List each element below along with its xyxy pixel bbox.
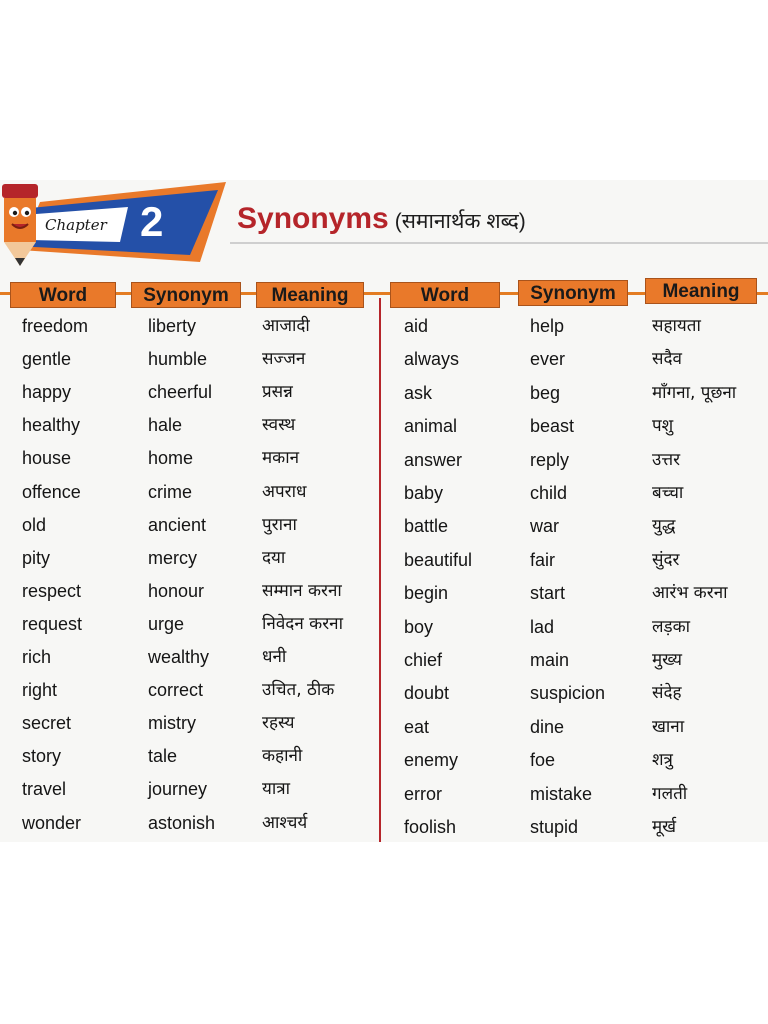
synonym-cell: hale: [148, 415, 183, 436]
word-cell: house: [22, 448, 72, 469]
word-cell: healthy: [22, 415, 81, 436]
word-cell: always: [404, 349, 460, 370]
word-cell: story: [22, 746, 62, 767]
meaning-cell: सदैव: [652, 349, 682, 370]
meaning-cell: माँगना, पूछना: [652, 382, 737, 403]
meaning-cell: पशु: [652, 416, 674, 437]
word-cell: battle: [404, 516, 449, 537]
synonym-cell: humble: [148, 349, 208, 370]
synonym-cell: home: [148, 448, 194, 469]
word-cell: happy: [22, 382, 72, 403]
word-cell: old: [22, 514, 47, 535]
column-header-meaning-left: Meaning: [256, 282, 364, 308]
meaning-cell: सहायता: [652, 316, 701, 336]
meaning-cell: स्वस्थ: [262, 415, 296, 436]
column-header-synonym-left: Synonym: [131, 282, 241, 308]
meaning-cell: यात्रा: [262, 779, 291, 800]
word-cell: freedom: [22, 316, 89, 336]
synonym-cell: main: [530, 650, 570, 670]
synonym-cell: urge: [148, 613, 185, 634]
word-cell: pity: [22, 547, 51, 568]
word-cell: ask: [404, 382, 433, 403]
synonym-cell: start: [530, 583, 566, 604]
table-row: [0, 744, 768, 776]
synonym-cell: crime: [148, 481, 192, 502]
word-cell: foolish: [404, 817, 457, 837]
meaning-cell: आजादी: [262, 316, 310, 336]
synonym-cell: lad: [530, 616, 555, 637]
meaning-cell: सज्जन: [262, 349, 306, 370]
table-row: [0, 510, 768, 542]
word-cell: begin: [404, 583, 449, 604]
table-row: [0, 811, 768, 842]
synonym-cell: liberty: [148, 316, 197, 336]
word-cell: rich: [22, 647, 52, 667]
meaning-cell: सम्मान करना: [262, 580, 342, 601]
meaning-cell: संदेह: [652, 683, 682, 704]
table-row: [0, 343, 768, 375]
meaning-cell: मूर्ख: [652, 817, 677, 837]
meaning-cell: उत्तर: [652, 449, 681, 470]
synonym-cell: cheerful: [148, 382, 213, 403]
synonym-cell: beg: [530, 382, 561, 403]
table-row: [0, 410, 768, 442]
synonym-cell: mercy: [148, 547, 197, 568]
table-row: [0, 477, 768, 509]
meaning-cell: लड़का: [652, 616, 691, 637]
meaning-cell: आरंभ करना: [652, 583, 728, 604]
word-cell: gentle: [22, 349, 72, 370]
table-row: [0, 377, 768, 409]
word-cell: doubt: [404, 683, 450, 704]
synonym-cell: mistake: [530, 783, 593, 804]
synonym-cell: tale: [148, 746, 178, 767]
synonym-cell: dine: [530, 716, 565, 737]
word-cell: eat: [404, 716, 430, 737]
meaning-cell: उचित, ठीक: [262, 680, 335, 701]
pencil-mascot-icon: [0, 180, 48, 270]
table-row: [0, 444, 768, 476]
title-english: Synonyms: [237, 202, 389, 235]
meaning-cell: शत्रु: [652, 750, 673, 771]
synonym-cell: war: [530, 516, 560, 537]
column-header-word-right: Word: [390, 282, 500, 308]
table-row: [0, 577, 768, 609]
meaning-cell: प्रसन्न: [262, 382, 293, 403]
page-title: [237, 202, 526, 236]
table-row: [0, 677, 768, 709]
synonym-cell: journey: [148, 779, 208, 800]
word-cell: offence: [22, 481, 81, 502]
synonym-cell: mistry: [148, 713, 196, 734]
word-cell: animal: [404, 416, 458, 437]
title-hindi: (समानार्थक शब्द): [394, 210, 526, 233]
word-cell: chief: [404, 650, 443, 670]
synonym-cell: astonish: [148, 812, 216, 833]
word-cell: beautiful: [404, 549, 473, 570]
chapter-label: Chapter: [45, 216, 107, 234]
word-cell: answer: [404, 449, 463, 470]
table-row: [0, 611, 768, 643]
synonym-cell: ever: [530, 349, 566, 370]
synonym-cell: correct: [148, 680, 204, 701]
table-row: [0, 310, 768, 342]
column-header-synonym-right: Synonym: [518, 280, 628, 306]
chapter-number: 2: [140, 198, 164, 245]
synonyms-page: [0, 180, 768, 842]
word-cell: baby: [404, 483, 444, 503]
word-cell: boy: [404, 616, 434, 637]
synonym-cell: wealthy: [148, 647, 210, 667]
meaning-cell: युद्ध: [652, 516, 676, 537]
word-cell: request: [22, 613, 83, 634]
meaning-cell: पुराना: [262, 514, 297, 535]
synonym-cell: honour: [148, 580, 205, 601]
word-cell: respect: [22, 580, 82, 601]
meaning-cell: धनी: [262, 647, 287, 667]
synonym-cell: beast: [530, 416, 575, 437]
word-cell: right: [22, 680, 58, 701]
synonym-cell: help: [530, 316, 565, 336]
synonym-cell: foe: [530, 750, 556, 771]
meaning-cell: निवेदन करना: [262, 613, 344, 634]
word-cell: aid: [404, 316, 429, 336]
table-row: [0, 778, 768, 810]
meaning-cell: गलती: [652, 783, 688, 804]
meaning-cell: बच्चा: [652, 483, 684, 503]
table-row: [0, 644, 768, 676]
word-cell: travel: [22, 779, 67, 800]
meaning-cell: दया: [262, 547, 286, 568]
meaning-cell: रहस्य: [262, 713, 295, 734]
word-cell: secret: [22, 713, 72, 734]
table-row: [0, 711, 768, 743]
synonym-cell: stupid: [530, 817, 579, 837]
synonym-cell: ancient: [148, 514, 207, 535]
table-row: [0, 544, 768, 576]
header-rule: [230, 242, 768, 244]
column-header-meaning-right: Meaning: [645, 278, 757, 304]
meaning-cell: कहानी: [262, 746, 303, 767]
meaning-cell: मकान: [262, 448, 300, 469]
meaning-cell: खाना: [652, 716, 685, 737]
synonym-cell: fair: [530, 549, 556, 570]
meaning-cell: सुंदर: [652, 549, 680, 570]
chapter-header: [0, 180, 768, 275]
meaning-cell: आश्चर्य: [262, 812, 308, 833]
meaning-cell: अपराध: [262, 481, 307, 502]
synonym-cell: suspicion: [530, 683, 606, 704]
synonym-cell: reply: [530, 449, 570, 470]
word-cell: enemy: [404, 750, 459, 771]
synonym-cell: child: [530, 483, 568, 503]
word-cell: error: [404, 783, 443, 804]
column-header-word-left: Word: [10, 282, 116, 308]
meaning-cell: मुख्य: [652, 650, 682, 670]
word-cell: wonder: [22, 812, 82, 833]
